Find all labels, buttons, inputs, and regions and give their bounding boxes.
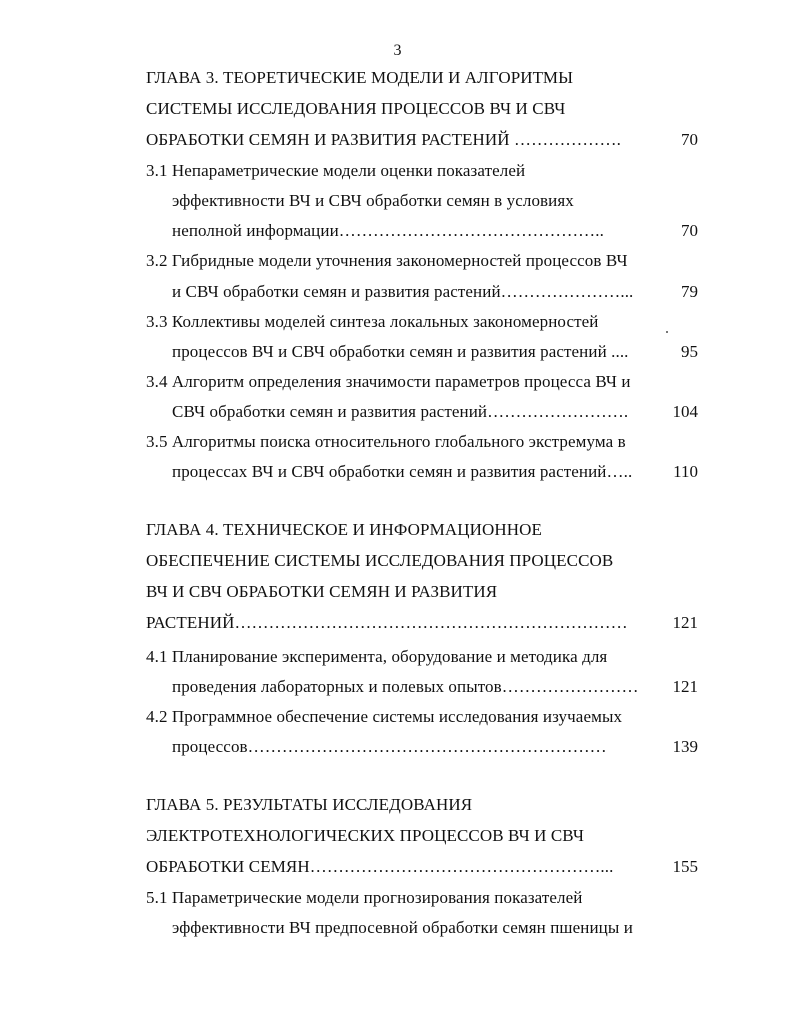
chapter-title-line: ГЛАВА 3. ТЕОРЕТИЧЕСКИЕ МОДЕЛИ И АЛГОРИТМЫ — [146, 68, 574, 87]
entry-line: 4.1 Планирование эксперимента, оборудование и методика для — [146, 647, 608, 666]
chapter-title-line: РАСТЕНИЙ…………………………………………………………… — [146, 613, 628, 632]
page-ref: 121 — [672, 677, 698, 696]
entry-line: проведения лабораторных и полевых опытов…………………… — [172, 677, 639, 696]
page-ref: 110 — [673, 462, 698, 481]
scan-speck — [666, 331, 668, 333]
chapter-title-line: ГЛАВА 5. РЕЗУЛЬТАТЫ ИССЛЕДОВАНИЯ — [146, 795, 473, 814]
page-ref: 139 — [672, 737, 698, 756]
entry-line: 3.2 Гибридные модели уточнения закономерностей процессов ВЧ — [146, 251, 628, 270]
chapter-title-line: ОБРАБОТКИ СЕМЯН И РАЗВИТИЯ РАСТЕНИЙ ………………. — [146, 130, 621, 149]
entry-line: процессах ВЧ и СВЧ обработки семян и развития растений….. — [172, 462, 633, 481]
entry-line: 3.3 Коллективы моделей синтеза локальных закономерностей — [146, 312, 599, 331]
entry-line: 3.5 Алгоритмы поиска относительного глобального экстремума в — [146, 432, 626, 451]
entry-line: процессов……………………………………………………… — [172, 737, 607, 756]
chapter-title-line: ГЛАВА 4. ТЕХНИЧЕСКОЕ И ИНФОРМАЦИОННОЕ — [146, 520, 542, 539]
page-number: 3 — [393, 42, 402, 59]
entry-line: СВЧ обработки семян и развития растений……………………. — [172, 402, 629, 421]
entry-line: неполной информации……………………………………….. — [172, 221, 604, 240]
entry-line: эффективности ВЧ предпосевной обработки семян пшеницы и — [172, 918, 633, 937]
page-ref: 70 — [681, 130, 698, 149]
page-ref: 70 — [681, 221, 698, 240]
entry-line: и СВЧ обработки семян и развития растений…………………... — [172, 282, 634, 301]
chapter-title-line: ВЧ И СВЧ ОБРАБОТКИ СЕМЯН И РАЗВИТИЯ — [146, 582, 498, 601]
page-ref: 104 — [672, 402, 698, 421]
entry-line: 3.4 Алгоритм определения значимости параметров процесса ВЧ и — [146, 372, 631, 391]
page-ref: 79 — [681, 282, 698, 301]
chapter-title-line: СИСТЕМЫ ИССЛЕДОВАНИЯ ПРОЦЕССОВ ВЧ И СВЧ — [146, 99, 566, 118]
entry-line: процессов ВЧ и СВЧ обработки семян и развития растений .... — [172, 342, 629, 361]
chapter-title-line: ОБЕСПЕЧЕНИЕ СИСТЕМЫ ИССЛЕДОВАНИЯ ПРОЦЕССОВ — [146, 551, 614, 570]
entry-line: 5.1 Параметрические модели прогнозирования показателей — [146, 888, 583, 907]
chapter-title-line: ЭЛЕКТРОТЕХНОЛОГИЧЕСКИХ ПРОЦЕССОВ ВЧ И СВЧ — [146, 826, 585, 845]
entry-line: эффективности ВЧ и СВЧ обработки семян в условиях — [172, 191, 574, 210]
entry-line: 3.1 Непараметрические модели оценки показателей — [146, 161, 526, 180]
page-ref: 155 — [672, 857, 698, 876]
entry-line: 4.2 Программное обеспечение системы исследования изучаемых — [146, 707, 623, 726]
chapter-title-line: ОБРАБОТКИ СЕМЯН……………………………………………... — [146, 857, 614, 876]
page-ref: 121 — [672, 613, 698, 632]
page-ref: 95 — [681, 342, 698, 361]
